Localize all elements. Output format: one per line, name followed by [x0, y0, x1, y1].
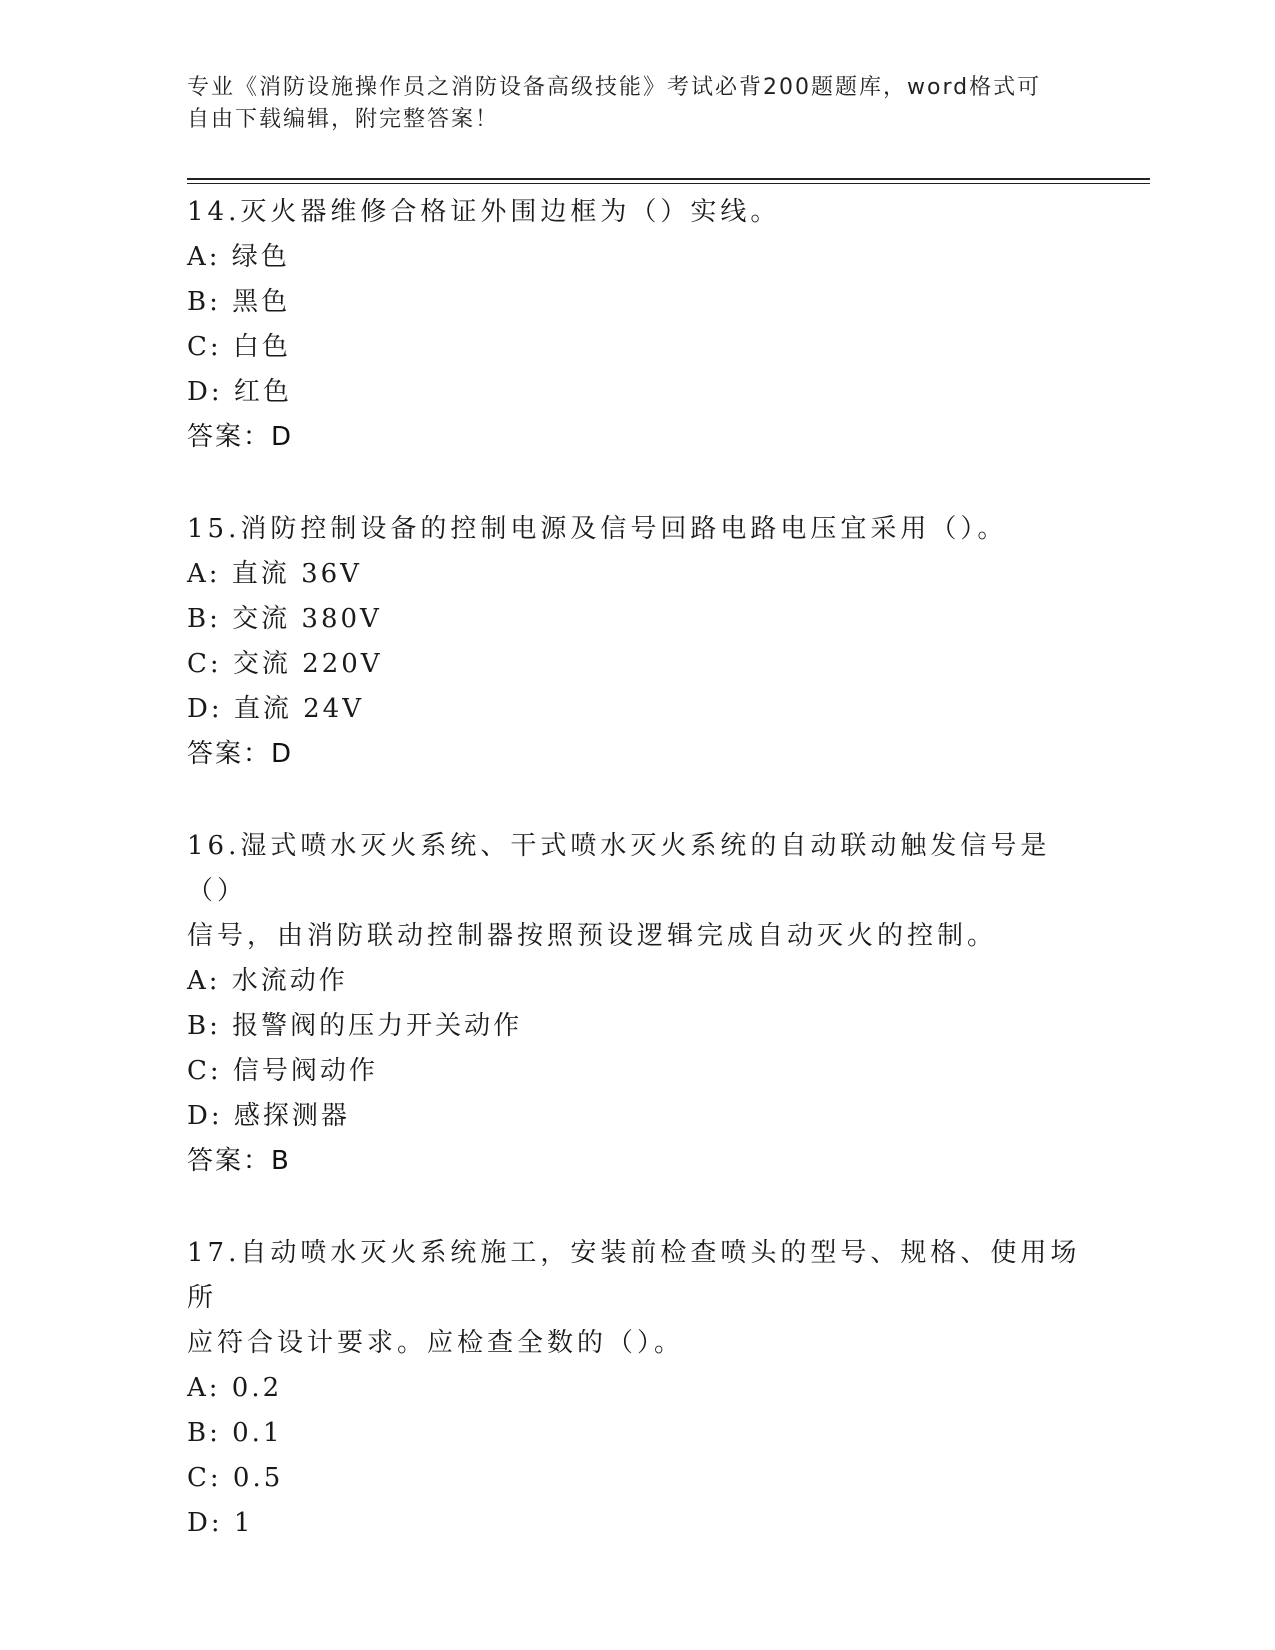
question-15: [187, 507, 1087, 777]
option-a: A: 水流动作: [187, 966, 348, 996]
option-b: B: 0.1: [187, 1418, 283, 1448]
question-14: [187, 190, 1087, 460]
answer: 答案：D: [187, 739, 294, 769]
question-stem-line-1: 16.湿式喷水灭火系统、干式喷水灭火系统的自动联动触发信号是（）: [187, 831, 1051, 906]
question-stem-line-1: 17.自动喷水灭火系统施工，安装前检查喷头的型号、规格、使用场所: [187, 1238, 1081, 1313]
question-17: [187, 1231, 1087, 1546]
option-d: D: 感探测器: [187, 1101, 350, 1131]
option-a: A: 绿色: [187, 242, 290, 272]
option-b: B: 黑色: [187, 287, 291, 317]
header-line-1: 专业《消防设施操作员之消防设备高级技能》考试必背200题题库，word格式可: [187, 75, 1042, 100]
option-d: D: 1: [187, 1508, 254, 1538]
answer: 答案：D: [187, 422, 294, 452]
option-d: D: 直流 24V: [187, 694, 364, 724]
option-b: B: 交流 380V: [187, 604, 382, 634]
question-stem: 15.消防控制设备的控制电源及信号回路电路电压宜采用（）。: [187, 514, 1008, 544]
header-line-2: 自由下载编辑，附完整答案！: [187, 107, 500, 132]
option-c: C: 交流 220V: [187, 649, 383, 679]
answer: 答案：B: [187, 1146, 291, 1176]
question-list: [187, 190, 1087, 1546]
option-a: A: 直流 36V: [187, 559, 362, 589]
option-b: B: 报警阀的压力开关动作: [187, 1011, 523, 1041]
question-stem: 14.灭火器维修合格证外围边框为（）实线。: [187, 197, 781, 227]
document-header: [187, 72, 1087, 136]
question-stem-line-2: 信号，由消防联动控制器按照预设逻辑完成自动灭火的控制。: [187, 921, 998, 951]
question-gap: [187, 460, 1087, 507]
question-stem-line-2: 应符合设计要求。应检查全数的（）。: [187, 1328, 685, 1358]
option-c: C: 信号阀动作: [187, 1056, 378, 1086]
question-gap: [187, 1184, 1087, 1231]
option-d: D: 红色: [187, 377, 292, 407]
option-c: C: 白色: [187, 332, 291, 362]
option-c: C: 0.5: [187, 1463, 284, 1493]
question-16: [187, 824, 1087, 1184]
question-gap: [187, 777, 1087, 824]
header-divider: [187, 178, 1150, 184]
option-a: A: 0.2: [187, 1373, 283, 1403]
